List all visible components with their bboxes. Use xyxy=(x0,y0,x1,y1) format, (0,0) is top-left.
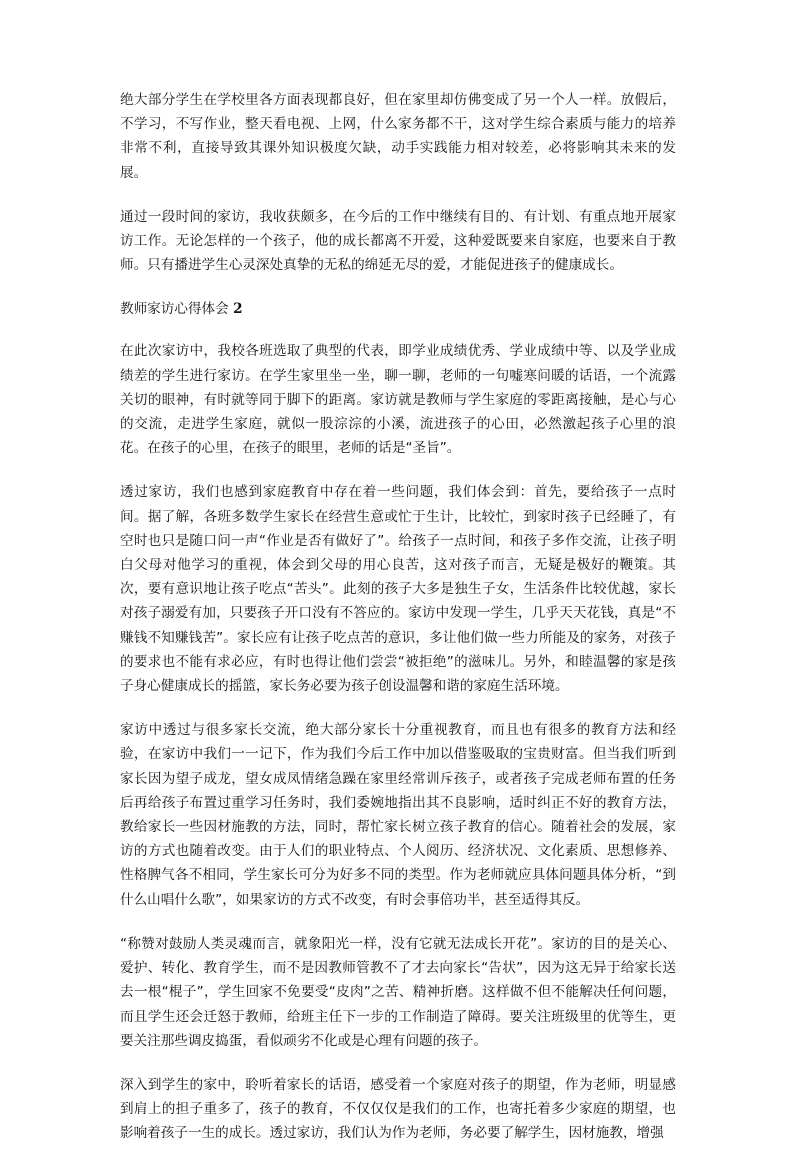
section-heading-number: 2 xyxy=(233,301,243,318)
paragraph-5: 家访中透过与很多家长交流，绝大部分家长十分重视教育，而且也有很多的教育方法和经验，在家访中我们一一记下，作为我们今后工作中加以借鉴吸取的宝贵财富。但当我们听到家长因为望子成龙，望女成凤情绪急躁在家里经常训斥孩子，或者孩子完成老师布置的任务后再给孩子布置过重学习任务时，我们委婉地指出其不良影响，适时纠正不好的教育方法，教给家长一些因材施教的方法，同时，帮忙家长树立孩子教育的信心。随着社会的发展，家访的方式也随着改变。由于人们的职业特点、个人阅历、经济状况、文化素质、思想修养、性格脾气各不相同，学生家长可分为好多不同的类型。作为老师就应具体问题具体分析，“到什么山唱什么歌”，如果家访的方式不改变，有时会事倍功半，甚至适得其反。 xyxy=(120,722,676,908)
document-page xyxy=(120,88,676,1166)
paragraph-3: 在此次家访中，我校各班选取了典型的代表，即学业成绩优秀、学业成绩中等、以及学业成绩差的学生进行家访。在学生家里坐一坐，聊一聊，老师的一句嘘寒问暖的话语，一个流露关切的眼神，有时就等同于脚下的距离。家访就是教师与学生家庭的零距离接触，是心与心的交流，走进学生家庭，就似一股淙淙的小溪，流进孩子的心田，必然激起孩子心里的浪花。在孩子的心里，在孩子的眼里，老师的话是“圣旨”。 xyxy=(120,343,676,457)
section-heading xyxy=(120,297,676,321)
paragraph-2: 通过一段时间的家访，我收获颇多，在今后的工作中继续有目的、有计划、有重点地开展家访工作。无论怎样的一个孩子，他的成长都离不开爱，这种爱既要来自家庭，也要来自于教师。只有播进学生心灵深处真挚的无私的绵延无尽的爱，才能促进孩子的健康成长。 xyxy=(120,208,676,274)
paragraph-6: “称赞对鼓励人类灵魂而言，就象阳光一样，没有它就无法成长开花”。家访的目的是关心、爱护、转化、教育学生，而不是因教师管教不了才去向家长“告状”，因为这无异于给家长送去一根“棍子”，学生回家不免要受“皮肉”之苦、精神折磨。这样做不但不能解决任何问题，而且学生还会迁怒于教师，给班主任下一步的工作制造了障碍。要关注班级里的优等生，更要关注那些调皮捣蛋，看似顽劣不化或是心理有问题的孩子。 xyxy=(120,935,676,1049)
paragraph-1: 绝大部分学生在学校里各方面表现都良好，但在家里却仿佛变成了另一个人一样。放假后，不学习，不写作业，整天看电视、上网，什么家务都不干，这对学生综合素质与能力的培养非常不利，直接导致其课外知识极度欠缺，动手实践能力相对较差，必将影响其未来的发展。 xyxy=(120,92,676,181)
paragraph-4: 透过家访，我们也感到家庭教育中存在着一些问题，我们体会到：首先，要给孩子一点时间。据了解，各班多数学生家长在经营生意或忙于生计，比较忙，到家时孩子已经睡了，有空时也只是随口问一声“作业是否有做好了”。给孩子一点时间，和孩子多作交流，让孩子明白父母对他学习的重视，体会到父母的用心良苦，这对孩子而言，无疑是极好的鞭策。其次，要有意识地让孩子吃点“苦头”。此刻的孩子大多是独生子女，生活条件比较优越，家长对孩子溺爱有加，只要孩子开口没有不答应的。家访中发现一学生，几乎天天花钱，真是“不赚钱不知赚钱苦”。家长应有让孩子吃点苦的意识，多让他们做一些力所能及的家务，对孩子的要求也不能有求必应，有时也得让他们尝尝“被拒绝”的滋味儿。另外，和睦温馨的家是孩子身心健康成长的摇篮，家长务必要为孩子创设温馨和谐的家庭生活环境。 xyxy=(120,484,676,695)
section-heading-text: 教师家访心得体会 xyxy=(120,301,229,318)
paragraph-7: 深入到学生的家中，聆听着家长的话语，感受着一个家庭对孩子的期望，作为老师，明显感到肩上的担子重多了，孩子的教育，不仅仅仅是我们的工作，也寄托着多少家庭的期望，也影响着孩子一生的成长。透过家访，我们认为作为老师，务必要了解学生，因材施教，增强 xyxy=(120,1076,676,1142)
